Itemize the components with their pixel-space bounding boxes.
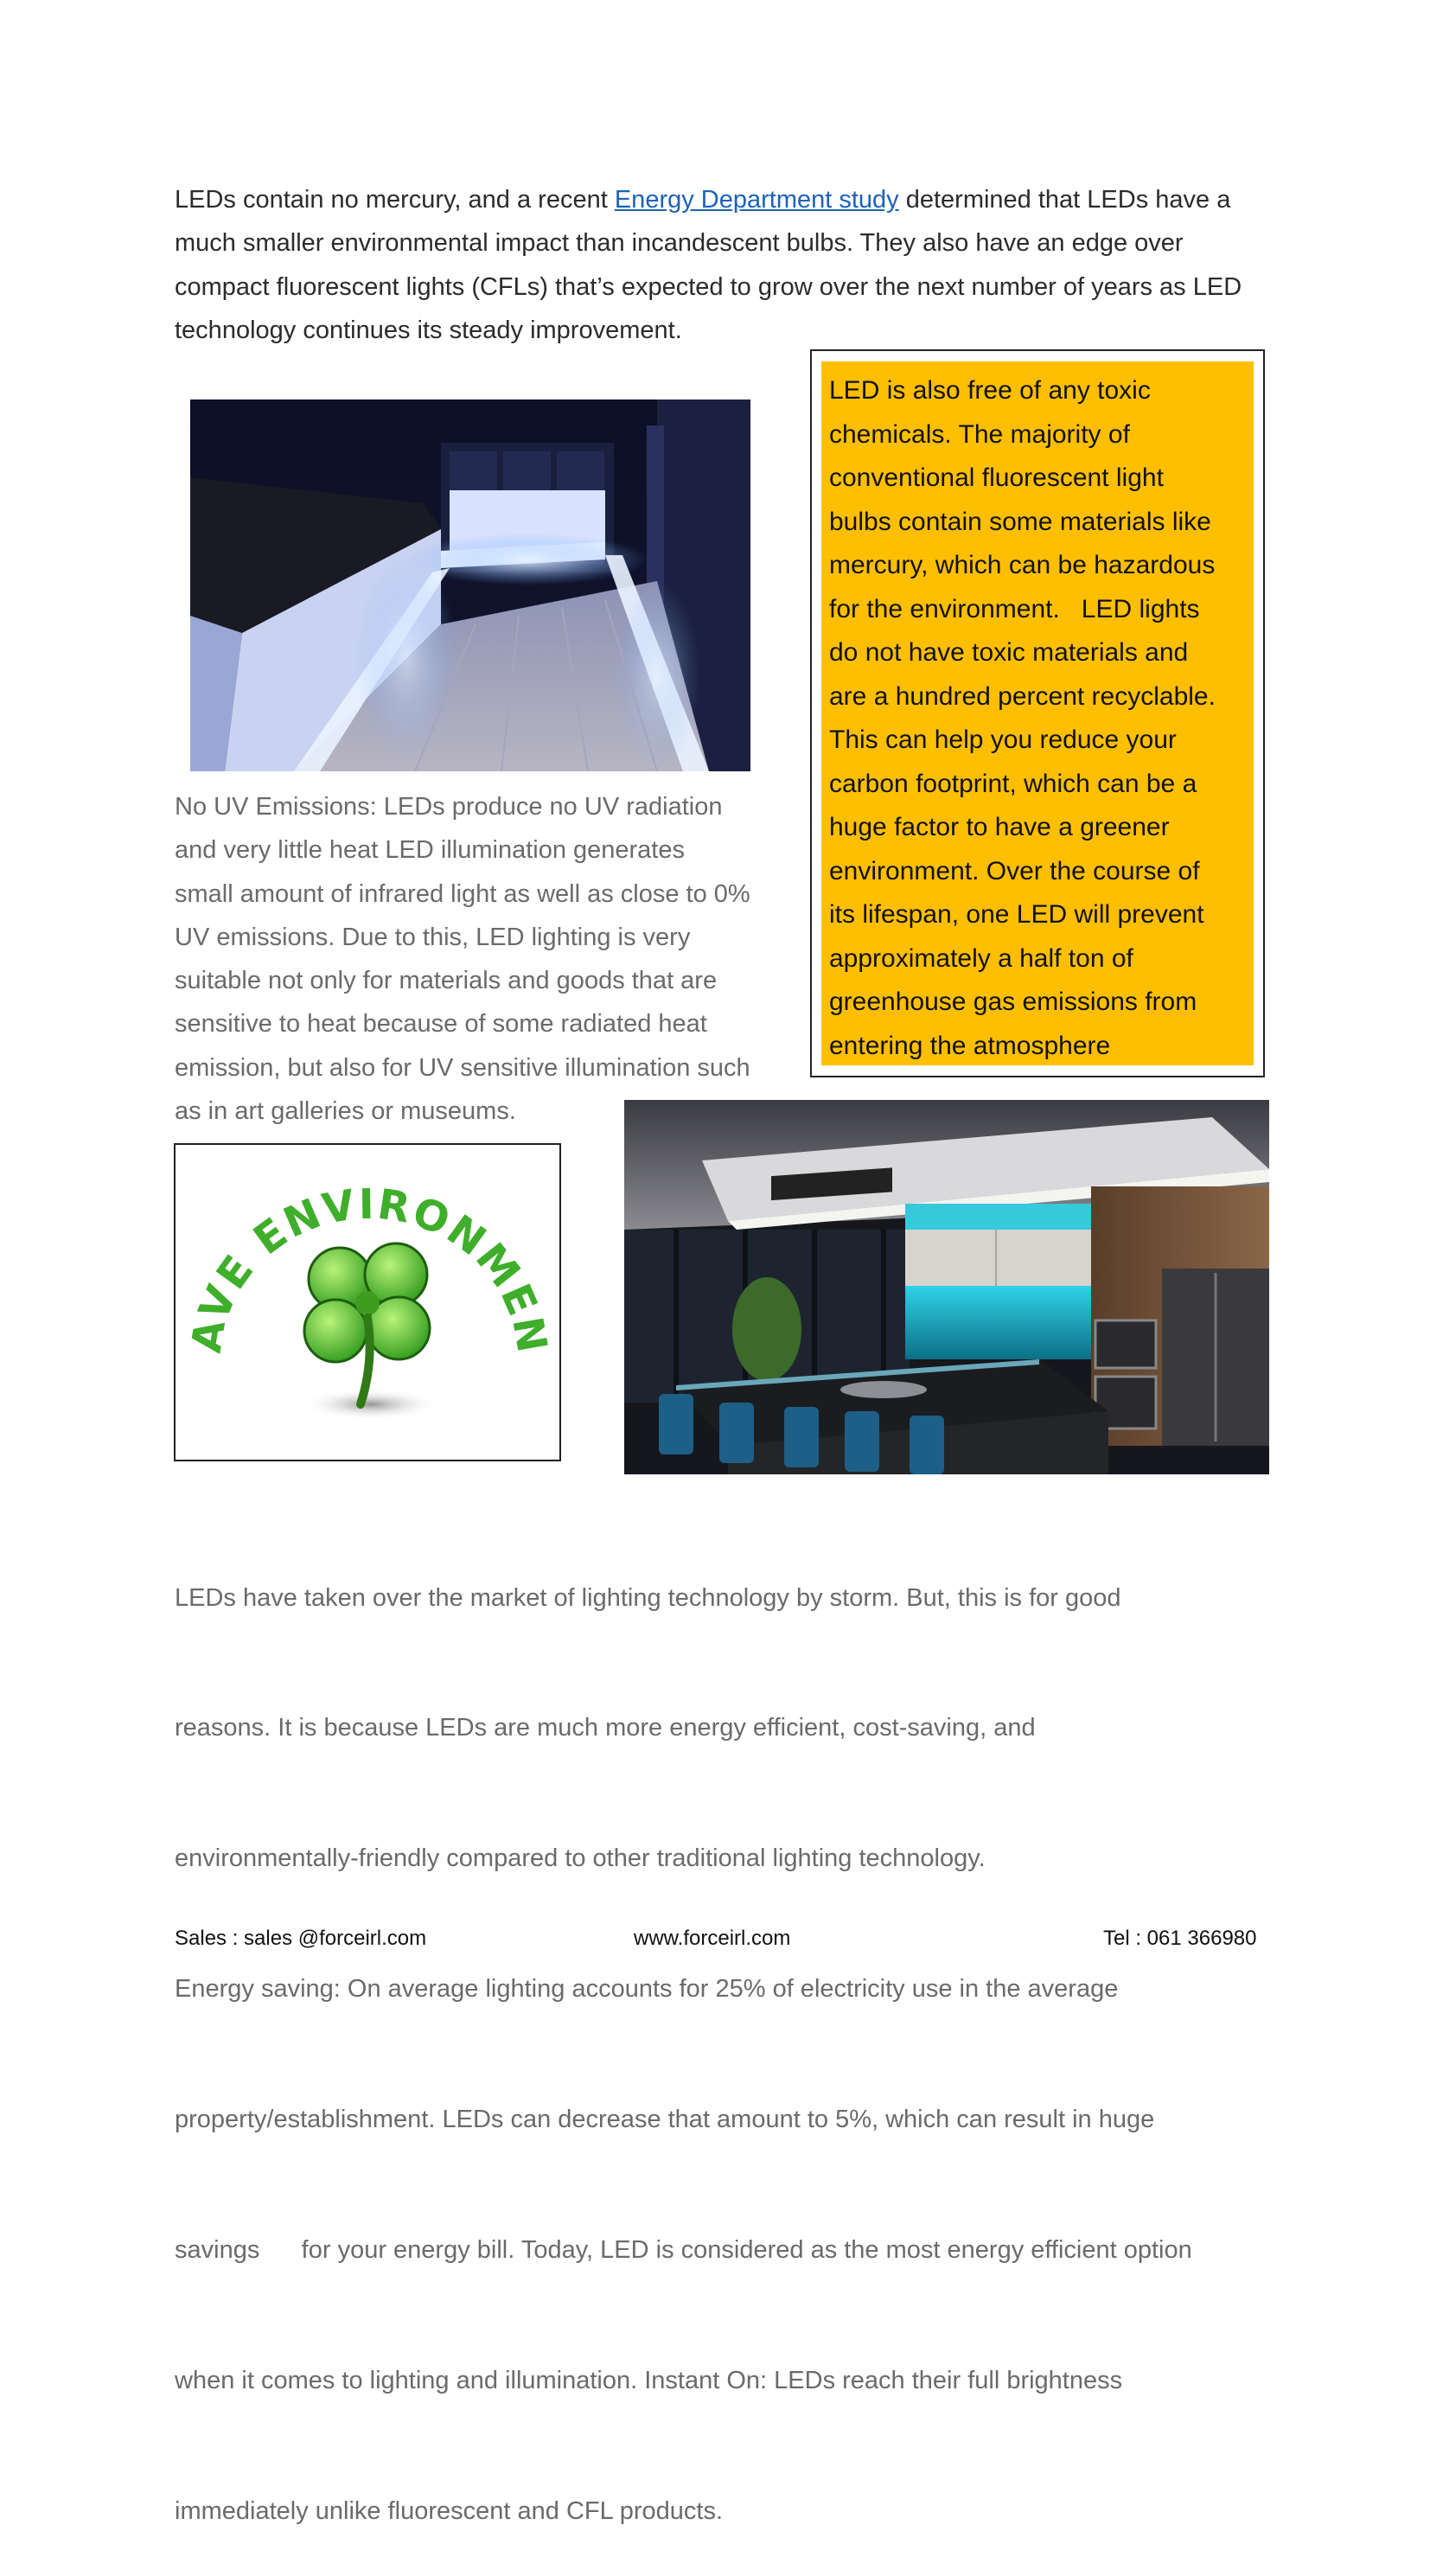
uv-line: UV emissions. Due to this, LED lighting is very (175, 923, 691, 951)
footer-sales: Sales : sales @forceirl.com (175, 1927, 427, 1950)
uv-line: sensitive to heat because of some radiated heat (175, 1010, 707, 1039)
callout-line: entering the atmosphere (829, 1031, 1111, 1060)
intro-text-after-link: determined that LEDs have a much smaller environmental impact than incandescent bulbs. They also have an edge over compact fluorescent lights (CFLs) that’s expected to grow over the next number of years as LED technology continues its steady improvement. (175, 186, 1242, 344)
uv-emissions-paragraph (175, 785, 797, 1133)
toxic-chemicals-callout (810, 349, 1265, 1077)
intro-paragraph (175, 178, 1273, 352)
market-line: environmentally-friendly compared to other traditional lighting technology. (175, 1844, 986, 1873)
market-line: when it comes to lighting and illumination. Instant On: LEDs reach their full brightness (175, 2366, 1123, 2394)
footer-telephone: Tel : 061 366980 (1103, 1927, 1257, 1950)
market-line: reasons. It is because LEDs are much more energy efficient, cost-saving, and (175, 1714, 1036, 1742)
callout-line: for the environment. LED lights (829, 594, 1200, 623)
modern-kitchen-image (624, 1100, 1269, 1474)
energy-saving-paragraph (175, 1489, 1273, 2576)
callout-line: mercury, which can be hazardous (829, 551, 1216, 579)
footer-website[interactable]: www.forceirl.com (634, 1927, 791, 1950)
callout-line: This can help you reduce your (829, 725, 1177, 754)
market-line: property/establishment. LEDs can decrease that amount to 5%, which can result in huge (175, 2106, 1155, 2134)
uv-line: No UV Emissions: LEDs produce no UV radiation (175, 793, 723, 821)
logo-arc-text: AVE ENVIRONMEN (182, 1179, 557, 1358)
uv-line: emission, but also for UV sensitive illumination such (175, 1053, 750, 1082)
callout-text (829, 369, 1244, 1068)
callout-line: carbon footprint, which can be a (829, 769, 1197, 798)
callout-line: huge factor to have a greener (829, 813, 1170, 841)
callout-line: LED is also free of any toxic (829, 376, 1151, 405)
kitchen-led-floor-image (190, 400, 750, 771)
save-environment-logo (174, 1143, 561, 1461)
uv-line: small amount of infrared light as well as close to 0% (175, 879, 750, 908)
callout-line: approximately a half ton of (829, 943, 1133, 973)
uv-line: suitable not only for materials and goods that are (175, 967, 718, 995)
callout-line: chemicals. The majority of (829, 419, 1130, 449)
callout-line: environment. Over the course of (829, 856, 1200, 885)
callout-line: conventional fluorescent light (829, 463, 1164, 492)
market-line: LEDs have taken over the market of lighting technology by storm. But, this is for good (175, 1583, 1121, 1612)
callout-line: greenhouse gas emissions from (829, 988, 1197, 1016)
intro-text-before-link: LEDs contain no mercury, and a recent (175, 186, 615, 214)
energy-department-study-link[interactable]: Energy Department study (614, 186, 899, 214)
market-line: Energy saving: On average lighting accounts for 25% of electricity use in the average (175, 1975, 1119, 2004)
uv-line: and very little heat LED illumination generates (175, 836, 685, 865)
market-line: savings for your energy bill. Today, LED is considered as the most energy efficient option (175, 2236, 1192, 2265)
callout-line: do not have toxic materials and (829, 638, 1189, 667)
market-line: immediately unlike fluorescent and CFL products. (175, 2496, 724, 2525)
callout-line: its lifespan, one LED will prevent (829, 900, 1204, 929)
uv-line: as in art galleries or museums. (175, 1097, 516, 1126)
callout-line: are a hundred percent recyclable. (829, 681, 1216, 711)
callout-line: bulbs contain some materials like (829, 507, 1211, 536)
